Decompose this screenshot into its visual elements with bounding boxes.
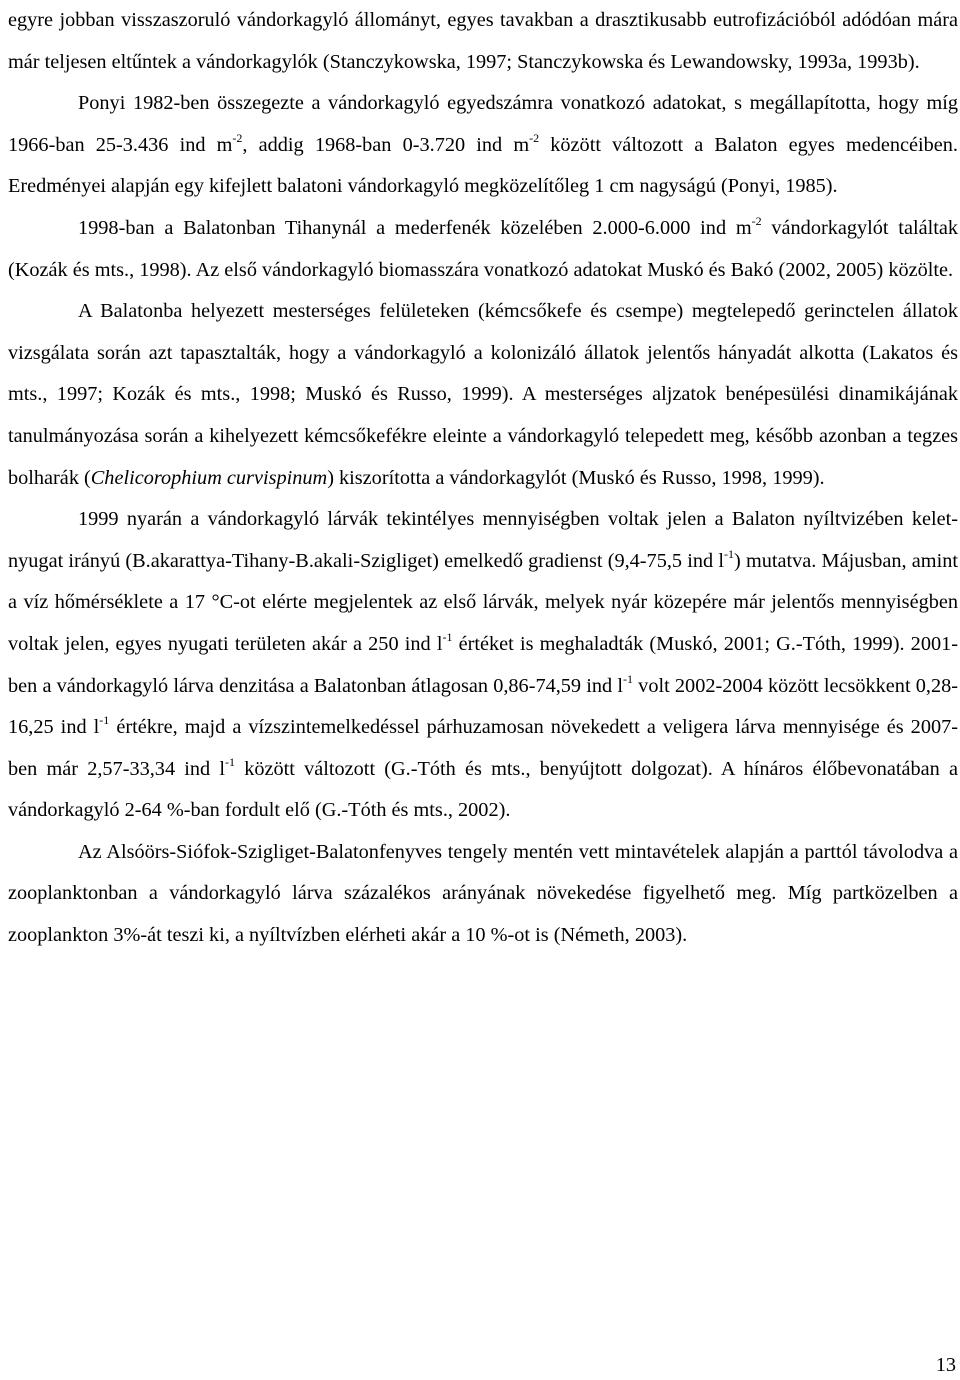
text-segment: 1998-ban a Balatonban Tihanynál a mederfenék közelében 2.000-6.000 ind m: [78, 216, 752, 239]
superscript: -1: [442, 629, 453, 644]
paragraph: [8, 208, 958, 291]
text-segment: értékre, majd a vízszintemelkedéssel párhuzamosan növekedett a veligera lárva mennyisége és 2007-ben már 2,57-33,34 ind l: [8, 716, 958, 780]
paragraph: [8, 0, 958, 83]
superscript: -1: [724, 546, 734, 561]
italic-text: Chelicorophium curvispinum: [90, 466, 328, 489]
text-segment: ) kiszorította a vándorkagylót (Muskó és Russo, 1998, 1999).: [327, 466, 825, 489]
text-segment: vándorkagylót találtak (Kozák és mts., 1998). Az első vándorkagyló biomasszára vonatkozó adatokat Muskó és Bakó (2002, 2005) közölte.: [8, 216, 958, 281]
text-segment: Az Alsóörs-Siófok-Szigliget-Balatonfenyves tengely mentén vett mintavételek alapján a parttól távolodva a zooplanktonban a vándorkagyló lárva százalékos arányának növekedése figyelhető meg. Míg partközelben a zooplankton 3%-át teszi ki, a nyíltvízben elérheti akár a 10 %-ot is (Németh, 2003).: [8, 840, 958, 947]
superscript: -2: [529, 130, 540, 145]
superscript: -1: [99, 713, 110, 728]
paragraph: [8, 832, 958, 957]
superscript: -2: [751, 213, 762, 228]
paragraph: [8, 291, 958, 499]
text-segment: között változott (G.-Tóth és mts., benyújtott dolgozat). A hínáros élőbevonatában a vándorkagyló 2-64 %-ban fordult elő (G.-Tóth és mts., 2002).: [8, 757, 958, 822]
text-segment: , addig 1968-ban 0-3.720 ind m: [242, 133, 530, 156]
text-segment: között változott a Balaton egyes medencéiben. Eredményei alapján egy kifejlett balatoni vándorkagyló megközelítőleg 1 cm nagyságú (Ponyi, 1985).: [8, 133, 958, 198]
superscript: -1: [623, 671, 633, 686]
superscript: -2: [232, 130, 243, 145]
paragraph: [8, 499, 958, 832]
text-segment: egyre jobban visszaszoruló vándorkagyló állományt, egyes tavakban a drasztikusabb eutrofizációból adódóan mára már teljesen eltűntek a vándorkagylók (Stanczykowska, 1997; Stanczykowska és Lewandowsky, 1993a, 1993b).: [8, 9, 958, 73]
text-segment: volt 2002-2004 között lecsökkent 0,28-16,25 ind l: [8, 674, 959, 739]
superscript: -1: [225, 754, 236, 769]
paragraph: [8, 83, 958, 208]
text-segment: A Balatonba helyezett mesterséges felületeken (kémcsőkefe és csempe) megtelepedő gerinctelen állatok vizsgálata során azt tapasztalták, hogy a vándorkagyló a kolonizáló állatok jelentős hányadát alkotta (Lakatos és mts., 1997; Kozák és mts., 1998; Muskó és Russo, 1999). A mesterséges aljzatok benépesülési dinamikájának tanulmányozása során a kihelyezett kémcsőkefékre eleinte a vándorkagyló telepedett meg, később azonban a tegzes bolharák (: [8, 300, 958, 489]
text-segment: 1999 nyarán a vándorkagyló lárvák tekintélyes mennyiségben voltak jelen a Balaton nyíltvizében kelet-nyugat irányú (B.akarattya-Tihany-B.akali-Szigliget) emelkedő gradienst (9,4-75,5 ind l: [8, 508, 958, 572]
text-segment: ) mutatva. Májusban, amint a víz hőmérséklete a 17 °C-ot elérte megjelentek az első lárvák, melyek nyár közepére már jelentős mennyiségben voltak jelen, egyes nyugati területen akár a 250 ind l: [8, 549, 958, 655]
document-body: [8, 0, 958, 957]
text-segment: értéket is meghaladták (Muskó, 2001; G.-Tóth, 1999). 2001-ben a vándorkagyló lárva denzitása a Balatonban átlagosan 0,86-74,59 ind l: [8, 632, 958, 697]
text-segment: Ponyi 1982-ben összegezte a vándorkagyló egyedszámra vonatkozó adatokat, s megállapította, hogy míg 1966-ban 25-3.436 ind m: [8, 92, 958, 156]
page-number: 13: [935, 1354, 956, 1376]
